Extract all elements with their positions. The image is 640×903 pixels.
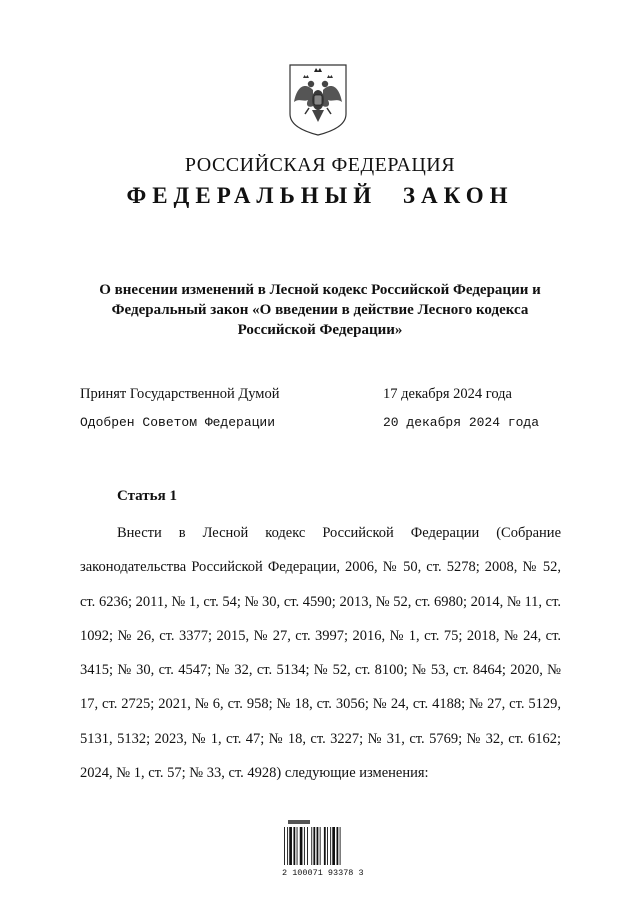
duma-adoption-date: 17 декабря 2024 года	[383, 386, 512, 402]
barcode-bar	[307, 827, 308, 865]
barcode-bar	[297, 827, 298, 865]
barcode-bar	[311, 827, 312, 865]
barcode-number: 2 100071 93378 3	[282, 868, 364, 878]
barcode-bar	[324, 827, 326, 865]
barcode-icon	[282, 820, 362, 868]
barcode-bar	[330, 827, 331, 865]
council-approval-date: 20 декабря 2024 года	[383, 415, 540, 430]
barcode-caption-strip	[288, 820, 310, 824]
barcode-bar	[289, 827, 292, 865]
barcode-bar	[320, 827, 321, 865]
barcode-bar	[327, 827, 328, 865]
law-title: О внесении изменений в Лесной кодекс Российской Федерации и Федеральный закон «О введении в действие Лесного кодекса Российской Федерации»	[99, 282, 541, 338]
barcode-bar	[293, 827, 295, 865]
council-approval-label: Одобрен Советом Федерации	[80, 415, 276, 430]
barcode-bar	[313, 827, 315, 865]
barcode-bar	[304, 827, 305, 865]
article-body: Внести в Лесной кодекс Российской Федерации (Собрание законодательства Российской Федерации, 2006, № 50, ст. 5278; 2008, № 52, ст. 6236; 2011, № 1, ст. 54; № 30, ст. 4590; 2013, № 52, ст. 6980; 2014, № 11, ст. 1092; № 26, ст. 3377; 2015, № 27, ст. 3997; 2016, № 1, ст. 75; 2018, № 24, ст. 3415; № 30, ст. 4547; № 32, ст. 5134; № 52, ст. 8100; № 53, ст. 8464; 2020, № 17, ст. 2725; 2021, № 6, ст. 958; № 18, ст. 3056; № 24, ст. 4188; № 27, ст. 5129, 5131, 5132; 2023, № 1, ст. 47; № 18, ст. 3227; № 31, ст. 5769; № 32, ст. 6162; 2024, № 1, ст. 57; № 33, ст. 4928) следующие изменения:	[80, 525, 561, 782]
article-heading: Статья 1	[117, 488, 177, 504]
country-heading: РОССИЙСКАЯ ФЕДЕРАЦИЯ	[184, 154, 456, 176]
barcode-bar	[340, 827, 341, 865]
barcode-bar	[332, 827, 335, 865]
document-type-heading: ФЕДЕРАЛЬНЫЙ ЗАКОН	[126, 183, 514, 208]
barcode-bar	[284, 827, 285, 865]
russian-coat-of-arms-icon	[287, 62, 349, 138]
barcode-bar	[317, 827, 319, 865]
duma-adoption-label: Принят Государственной Думой	[80, 386, 280, 402]
barcode-bar	[337, 827, 339, 865]
barcode-bar	[300, 827, 303, 865]
barcode-bar	[287, 827, 288, 865]
barcode	[282, 820, 362, 882]
